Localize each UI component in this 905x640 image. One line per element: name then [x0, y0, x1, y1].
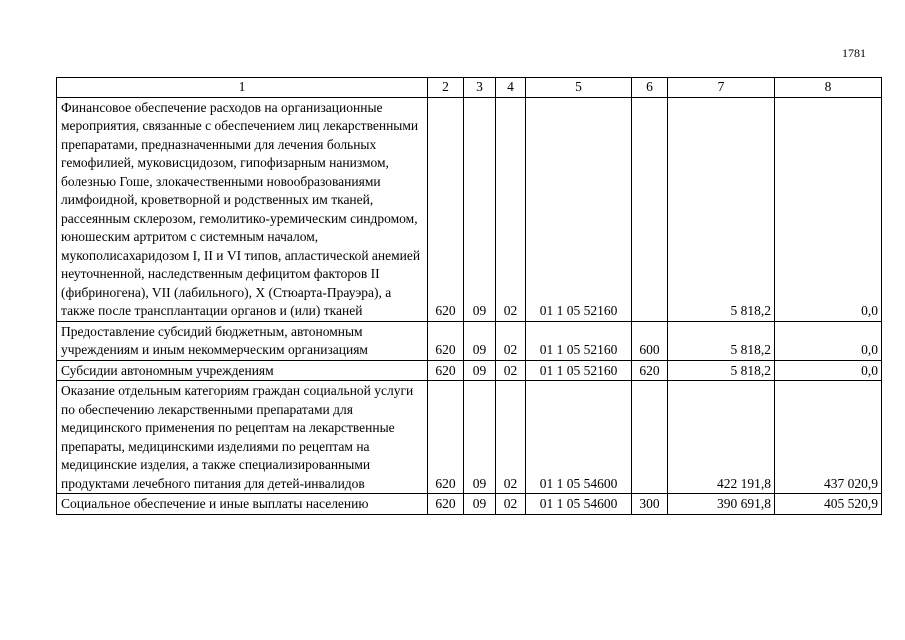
- header-cell: 6: [632, 78, 668, 98]
- cell-subsection: 02: [496, 360, 526, 381]
- cell-target-article: 01 1 05 52160: [526, 321, 632, 360]
- row-description: Субсидии автономным учреждениям: [57, 360, 428, 381]
- header-cell: 2: [428, 78, 464, 98]
- cell-target-article: 01 1 05 52160: [526, 97, 632, 321]
- cell-ministry-code: 620: [428, 97, 464, 321]
- cell-amount-1: 5 818,2: [668, 97, 775, 321]
- cell-target-article: 01 1 05 54600: [526, 494, 632, 515]
- header-cell: 4: [496, 78, 526, 98]
- cell-section: 09: [464, 381, 496, 494]
- cell-amount-2: 0,0: [775, 97, 882, 321]
- cell-section: 09: [464, 321, 496, 360]
- cell-section: 09: [464, 494, 496, 515]
- cell-amount-1: 5 818,2: [668, 321, 775, 360]
- cell-amount-2: 0,0: [775, 321, 882, 360]
- table-row: [57, 381, 882, 494]
- cell-ministry-code: 620: [428, 360, 464, 381]
- cell-subsection: 02: [496, 494, 526, 515]
- cell-expense-type: [632, 381, 668, 494]
- header-cell: 3: [464, 78, 496, 98]
- header-cell: 8: [775, 78, 882, 98]
- cell-expense-type: 300: [632, 494, 668, 515]
- table-header-row: [57, 78, 882, 98]
- cell-amount-2: 0,0: [775, 360, 882, 381]
- cell-subsection: 02: [496, 381, 526, 494]
- cell-ministry-code: 620: [428, 494, 464, 515]
- cell-expense-type: 600: [632, 321, 668, 360]
- cell-expense-type: [632, 97, 668, 321]
- cell-amount-1: 5 818,2: [668, 360, 775, 381]
- cell-section: 09: [464, 97, 496, 321]
- cell-section: 09: [464, 360, 496, 381]
- cell-expense-type: 620: [632, 360, 668, 381]
- row-description: Предоставление субсидий бюджетным, автономным учреждениям и иным некоммерческим организациям: [57, 321, 428, 360]
- table-row: [57, 321, 882, 360]
- page-number: 1781: [842, 46, 866, 60]
- cell-amount-2: 437 020,9: [775, 381, 882, 494]
- cell-target-article: 01 1 05 52160: [526, 360, 632, 381]
- cell-ministry-code: 620: [428, 381, 464, 494]
- cell-amount-1: 422 191,8: [668, 381, 775, 494]
- header-cell: 1: [57, 78, 428, 98]
- cell-subsection: 02: [496, 97, 526, 321]
- cell-ministry-code: 620: [428, 321, 464, 360]
- cell-amount-1: 390 691,8: [668, 494, 775, 515]
- budget-table: [56, 77, 882, 515]
- table-row: [57, 97, 882, 321]
- header-cell: 7: [668, 78, 775, 98]
- table-row: [57, 360, 882, 381]
- row-description: Финансовое обеспечение расходов на организационные мероприятия, связанные с обеспечением лиц лекарственными препаратами, предназначенными для лечения больных гемофилией, муковисцидозом, гипофизарным нанизмом, болезнью Гоше, злокачественными новообразованиями лимфоидной, кроветворной и родственных им тканей, рассеянным склерозом, гемолитико-уремическим синдромом, юношеским артритом с системным началом, мукополисахаридозом I, II и VI типов, апластической анемией неуточненной, наследственным дефицитом факторов II (фибриногена), VII (лабильного), X (Стюарта-Прауэра), а также после трансплантации органов и (или) тканей: [57, 97, 428, 321]
- header-cell: 5: [526, 78, 632, 98]
- cell-subsection: 02: [496, 321, 526, 360]
- cell-amount-2: 405 520,9: [775, 494, 882, 515]
- cell-target-article: 01 1 05 54600: [526, 381, 632, 494]
- row-description: Социальное обеспечение и иные выплаты населению: [57, 494, 428, 515]
- row-description: Оказание отдельным категориям граждан социальной услуги по обеспечению лекарственными препаратами для медицинского применения по рецептам на лекарственные препараты, медицинскими изделиями по рецептам на медицинские изделия, а также специализированными продуктами лечебного питания для детей-инвалидов: [57, 381, 428, 494]
- table-row: [57, 494, 882, 515]
